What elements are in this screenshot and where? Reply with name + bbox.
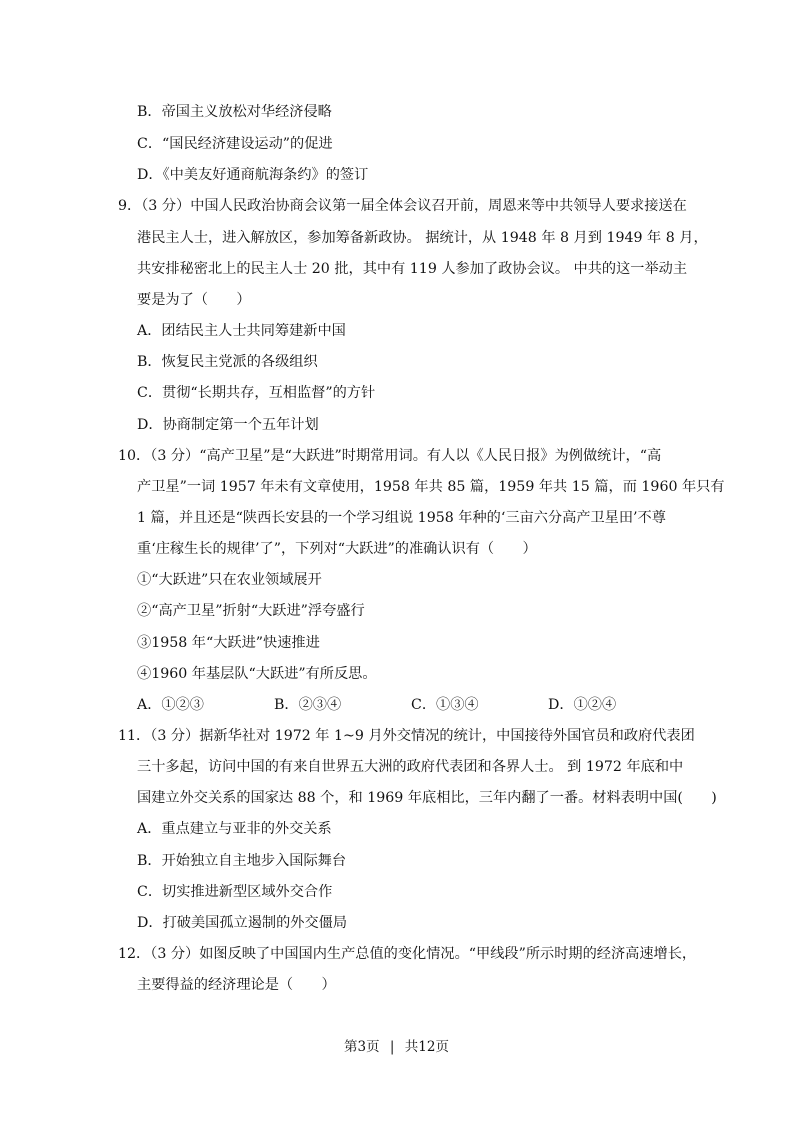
q9-option-d: D．协商制定第一个五年计划	[137, 417, 319, 433]
q11-option-c: C．切实推进新型区域外交合作	[137, 884, 333, 900]
page-footer	[0, 1037, 793, 1057]
q9-option-b: B．恢复民主党派的各级组织	[137, 354, 318, 370]
q12-stem-line-2: 主要得益的经济理论是（ ）	[137, 977, 336, 993]
q11-stem-line-1: 11．（3 分）据新华社对 1972 年 1~9 月外交情况的统计，中国接待外国官员和政府代表团	[118, 728, 695, 744]
q10-choice-a: A．①②③	[137, 697, 204, 713]
q10-choice-b: B．②③④	[274, 697, 342, 713]
q8-option-c: C．“国民经济建设运动”的促进	[137, 136, 333, 152]
footer-separator: |	[389, 1039, 395, 1055]
q10-choice-c: C．①③④	[411, 697, 479, 713]
q11-stem-line-2: 三十多起，访问中国的有来自世界五大洲的政府代表团和各界人士。 到 1972 年底和中	[137, 759, 684, 775]
q10-statement-2: ②“高产卫星”折射“大跃进”浮夸盛行	[137, 603, 365, 619]
q8-option-d: D．《中美友好通商航海条约》的签订	[137, 167, 369, 183]
page-number: 第3页	[344, 1039, 380, 1055]
q9-stem-line-1: 9．（3 分）中国人民政治协商会议第一届全体会议召开前，周恩来等中共领导人要求接送在	[118, 198, 687, 214]
q9-option-c: C．贯彻“长期共存，互相监督”的方针	[137, 385, 376, 401]
q12-stem-line-1: 12．（3 分）如图反映了中国国内生产总值的变化情况。“甲线段”所示时期的经济高速增长，	[118, 946, 697, 962]
q9-option-a: A．团结民主人士共同筹建新中国	[137, 323, 346, 339]
q10-statement-3: ③1958 年“大跃进”快速推进	[137, 635, 320, 651]
page-total: 共12页	[404, 1039, 449, 1055]
q10-stem-line-1: 10．（3 分）“高产卫星”是“大跃进”时期常用词。有人以《人民日报》为例做统计，“高	[118, 448, 662, 464]
q9-stem-line-3: 共安排秘密北上的民主人士 20 批，其中有 119 人参加了政协会议。 中共的这一举动主	[137, 261, 688, 277]
q11-option-d: D．打破美国孤立遏制的外交僵局	[137, 915, 348, 931]
q10-stem-line-4: 重‘庄稼生长的规律’了”，下列对“大跃进”的准确认识有（ ）	[137, 541, 537, 557]
q10-stem-line-3: 1 篇，并且还是“陕西长安县的一个学习组说 1958 年种的‘三亩六分高产卫星田’不尊	[137, 510, 666, 526]
q10-choices	[137, 695, 685, 715]
q10-choice-d: D．①②④	[548, 697, 617, 713]
q8-option-b: B．帝国主义放松对华经济侵略	[137, 104, 332, 120]
q11-stem-line-3: 国建立外交关系的国家达 88 个，和 1969 年底相比，三年内翻了一番。材料表明中国( )	[137, 790, 717, 806]
q10-statement-4: ④1960 年基层队“大跃进”有所反思。	[137, 666, 377, 682]
q11-option-a: A．重点建立与亚非的外交关系	[137, 821, 332, 837]
q10-statement-1: ①“大跃进”只在农业领域展开	[137, 572, 322, 588]
q9-stem-line-4: 要是为了（ ）	[137, 292, 251, 308]
q10-stem-line-2: 产卫星”一词 1957 年未有文章使用，1958 年共 85 篇，1959 年共 15 篇，而 1960 年只有	[137, 479, 725, 495]
q9-stem-line-2: 港民主人士，进入解放区，参加筹备新政协。 据统计，从 1948 年 8 月到 1949 年 8 月，	[137, 230, 708, 246]
q11-option-b: B．开始独立自主地步入国际舞台	[137, 853, 347, 869]
